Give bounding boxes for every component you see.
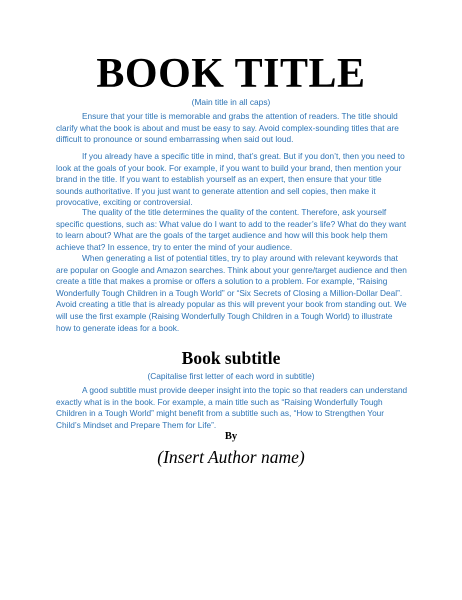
book-subtitle: Book subtitle — [181, 348, 281, 368]
subtitle-note: (Capitalise first letter of each word in subtitle) — [147, 371, 315, 381]
book-title: BOOK TITLE — [96, 51, 366, 97]
title-paragraph-4: When generating a list of potential titles, try to play around with relevant keywords that are popular on Google and Amazon searches. Think about your genre/target audience and then create a title that makes a promise or offers a solution to a problem. For example, “Raising Wonderfully Tough Children in a Tough World” or “Six Secrets of Closing a Million-Dollar Deal”. Avoid creating a title that is already popular as this will prevent your book from standing out. We will use the first example (Raising Wonderfully Tough Children in a Tough World) to illustrate how to generate ideas for a book. — [56, 253, 407, 333]
title-note: (Main title in all caps) — [191, 97, 271, 107]
author-name-placeholder: (Insert Author name) — [157, 447, 305, 467]
title-paragraph-3: The quality of the title determines the quality of the content. Therefore, ask yourself specific questions, such as: What value do I want to add to the reader’s life? What do they want to learn about? What are the goals of the target audience and how will this book help them achieve that? In essence, try to enter the mind of your audience. — [56, 207, 407, 252]
subtitle-paragraph: A good subtitle must provide deeper insight into the topic so that readers can understand exactly what is in the book. For example, a main title such as “Raising Wonderfully Tough Children in a Tough World” might benefit from a subtitle such as, “How to Strengthen Your Child’s Mindset and Prepare Them for Life”. — [56, 385, 408, 430]
title-paragraph-2: If you already have a specific title in mind, that’s great. But if you don’t, then you need to look at the goals of your book. For example, if you want to build your brand, then mention your brand in the title. If you want to establish yourself as an expert, then ensure that your title sounds authoritative. If you just want to generate attention and sell copies, then make it provocative, exciting or controversial. — [56, 151, 405, 208]
title-paragraph-1: Ensure that your title is memorable and grabs the attention of readers. The title should clarify what the book is about and must be easy to say. Avoid complex-sounding titles that are difficult to pronounce or sound embarrassing when said out loud. — [56, 111, 399, 145]
by-label: By — [224, 431, 238, 442]
